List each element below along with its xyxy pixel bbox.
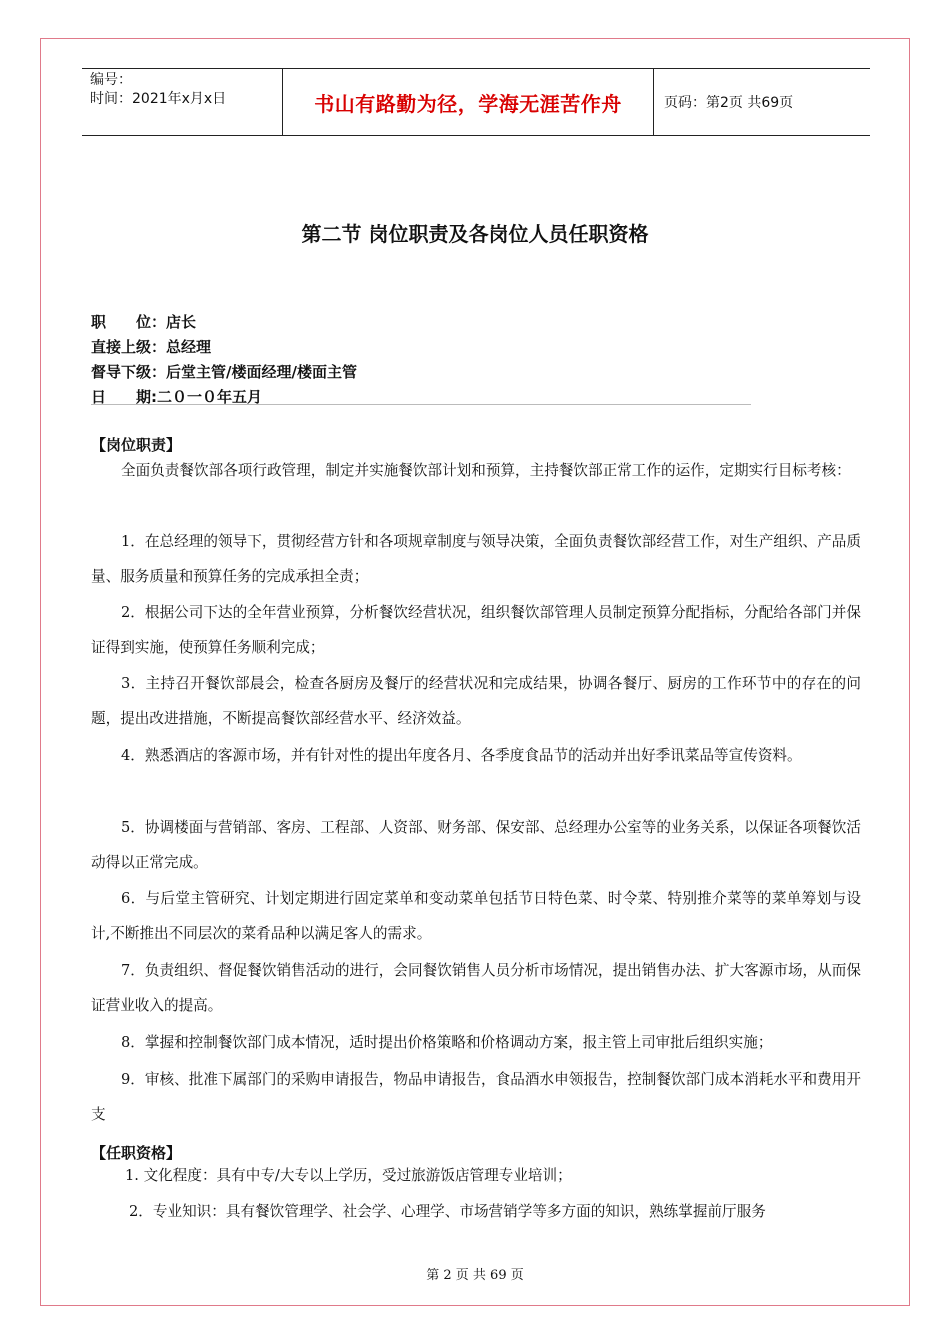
- page-info: 页码：第2页 共69页: [664, 95, 794, 111]
- duty-item-text: 6．与后堂主管研究、计划定期进行固定菜单和变动菜单包括节日特色菜、时令菜、特别推介菜等的菜单筹划与设计,不断推出不同层次的菜肴品种以满足客人的需求。: [91, 890, 861, 942]
- duties-intro: [91, 453, 861, 488]
- superior-label: 直接上级：: [91, 338, 167, 356]
- subordinate-value: 后堂主管/楼面经理/楼面主管: [166, 363, 357, 381]
- duty-item: [91, 738, 861, 773]
- qualifications-heading: 【任职资格】: [91, 1144, 182, 1162]
- qualification-item: 1. 文化程度：具有中专/大专以上学历，受过旅游饭店管理专业培训；: [125, 1167, 572, 1184]
- duty-item: [91, 810, 861, 880]
- duty-item-text: 7．负责组织、督促餐饮销售活动的进行，会同餐饮销售人员分析市场情况，提出销售办法、扩大客源市场，从而保证营业收入的提高。: [91, 962, 861, 1014]
- meta-subordinate-row: [91, 360, 357, 385]
- position-label: 职 位：: [91, 313, 167, 331]
- duty-item-text: 4．熟悉酒店的客源市场，并有针对性的提出年度各月、各季度食品节的活动并出好季讯菜品等宣传资料。: [121, 747, 802, 764]
- duty-item-text: 3．主持召开餐饮部晨会，检查各厨房及餐厅的经营状况和完成结果，协调各餐厅、厨房的工作环节中的存在的问题，提出改进措施，不断提高餐饮部经营水平、经济效益。: [91, 675, 861, 727]
- duty-item-text: 5．协调楼面与营销部、客房、工程部、人资部、财务部、保安部、总经理办公室等的业务关系，以保证各项餐饮活动得以正常完成。: [91, 819, 861, 871]
- superior-value: 总经理: [166, 338, 212, 356]
- duty-item: [91, 881, 861, 951]
- duty-item: [91, 666, 861, 736]
- meta-divider: [91, 404, 751, 405]
- header-page-cell: [654, 69, 870, 135]
- job-meta: [91, 310, 357, 410]
- meta-position-row: [91, 310, 357, 335]
- meta-superior-row: [91, 335, 357, 360]
- meta-date-row: [91, 385, 357, 410]
- number-label: 编号：: [90, 72, 132, 88]
- document-header: [82, 68, 870, 136]
- duty-item-text: 1．在总经理的领导下，贯彻经营方针和各项规章制度与领导决策，全面负责餐饮部经营工作，对生产组织、产品质量、服务质量和预算任务的完成承担全责；: [91, 533, 861, 585]
- header-left-cell: [82, 69, 282, 135]
- duty-item: [91, 953, 861, 1023]
- duties-intro-text: 全面负责餐饮部各项行政管理，制定并实施餐饮部计划和预算，主持餐饮部正常工作的运作，定期实行目标考核：: [121, 462, 851, 479]
- duty-item: [91, 524, 861, 594]
- header-motto-cell: [282, 69, 654, 135]
- duty-item-text: 2．根据公司下达的全年营业预算，分析餐饮经营状况，组织餐饮部管理人员制定预算分配指标，分配给各部门并保证得到实施，使预算任务顺利完成；: [91, 604, 861, 656]
- duty-item: [91, 1062, 861, 1132]
- date-label: 时间：2021年x月x日: [90, 91, 227, 107]
- section-title: 第二节 岗位职责及各岗位人员任职资格: [301, 222, 649, 246]
- duty-item-text: 8．掌握和控制餐饮部门成本情况，适时提出价格策略和价格调动方案，报主管上司审批后组织实施；: [121, 1034, 773, 1051]
- position-value: 店长: [166, 313, 197, 331]
- duty-item: [91, 595, 861, 665]
- duties-heading: 【岗位职责】: [91, 436, 182, 454]
- qualification-item: 2．专业知识：具有餐饮管理学、社会学、心理学、市场营销学等多方面的知识，熟练掌握前厅服务: [129, 1203, 766, 1220]
- subordinate-label: 督导下级：: [91, 363, 167, 381]
- duty-item-text: 9．审核、批准下属部门的采购申请报告，物品申请报告，食品酒水申领报告，控制餐饮部门成本消耗水平和费用开支: [91, 1071, 861, 1123]
- meta-date-label: 日 期:: [91, 388, 157, 406]
- meta-date-value: 二０一０年五月: [157, 388, 263, 406]
- duty-item: [91, 1025, 861, 1060]
- page-footer: 第 2 页 共 69 页: [426, 1268, 524, 1283]
- motto: 书山有路勤为径，学海无涯苦作舟: [314, 91, 622, 116]
